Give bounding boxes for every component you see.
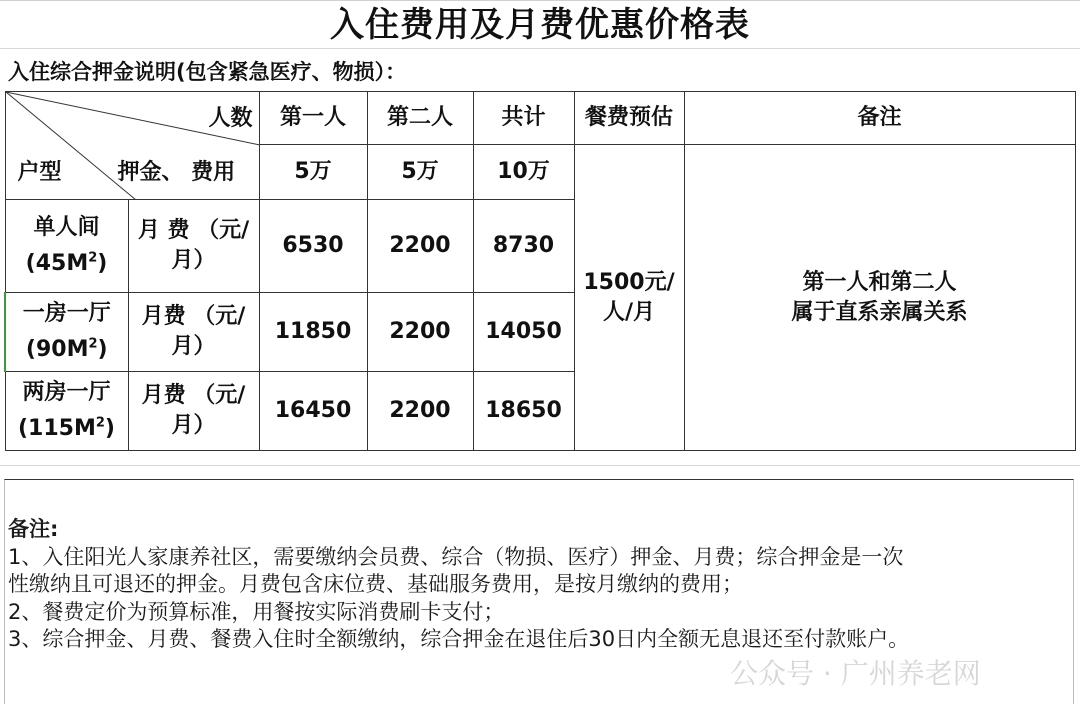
- header-first-person: 第一人: [259, 92, 367, 145]
- room-type-one-bedroom: [5, 293, 128, 372]
- room-area: $(45M^2)$: [25, 250, 108, 276]
- remark-line2: 属于直系亲属关系: [791, 299, 968, 325]
- diag-label-deposit-fee: 押金、 费用: [117, 160, 236, 185]
- diagonal-header-cell: [5, 92, 259, 200]
- page-title: 入住费用及月费优惠价格表: [330, 5, 750, 45]
- price-table: [4, 91, 1076, 451]
- fee-label-line1: 月费 （元/: [141, 304, 246, 329]
- notes-heading: 备注:: [8, 517, 59, 541]
- note-line: 性缴纳且可退还的押金。月费包含床位费、基础服务费用，是按月缴纳的费用；: [8, 572, 743, 596]
- fee-label-line1: 月 费 （元/: [137, 218, 250, 243]
- fee-second: 2200: [367, 372, 473, 451]
- section-divider: [0, 465, 1080, 466]
- fee-second: 2200: [367, 200, 473, 293]
- notes-section: [8, 516, 1072, 654]
- remark-line1: 第一人和第二人: [802, 269, 957, 295]
- meal-estimate-line2: 人/月: [602, 299, 656, 325]
- deposit-description: 入住综合押金说明(包含紧急医疗、物损）：: [8, 60, 407, 84]
- deposit-total: 10万: [473, 145, 574, 200]
- room-name: 单人间: [33, 215, 100, 241]
- monthly-fee-label: [128, 293, 259, 372]
- note-line: 1、入住阳光人家康养社区，需要缴纳会员费、综合（物损、医疗）押金、月费；综合押金是一次: [8, 544, 904, 569]
- watermark: 公众号 · 广州养老网: [730, 657, 981, 690]
- deposit-second: 5万: [367, 145, 473, 200]
- note-line: 2、餐费定价为预算标准，用餐按实际消费刷卡支付；: [8, 599, 505, 624]
- fee-label-line1: 月费 （元/: [141, 383, 246, 408]
- fee-label-line2: 月）: [171, 248, 216, 273]
- note-line: 3、综合押金、月费、餐费入住时全额缴纳，综合押金在退住后30日内全额无息退还至付款账户。: [8, 627, 910, 651]
- monthly-fee-label: [128, 200, 259, 293]
- fee-label-line2: 月）: [171, 334, 216, 359]
- room-name: 一房一厅: [22, 301, 111, 327]
- meal-estimate-line1: 1500元/: [583, 269, 675, 295]
- fee-first: 6530: [259, 200, 367, 293]
- room-type-single: [5, 200, 128, 293]
- fee-total: 18650: [473, 372, 574, 451]
- remark-cell: [684, 145, 1075, 451]
- header-meal-estimate: 餐费预估: [574, 92, 684, 145]
- fee-first: 16450: [259, 372, 367, 451]
- monthly-fee-label: [128, 372, 259, 451]
- room-name: 两房一厅: [22, 380, 111, 406]
- fee-total: 8730: [473, 200, 574, 293]
- top-border: [0, 0, 1080, 1]
- deposit-first: 5万: [259, 145, 367, 200]
- fee-label-line2: 月）: [171, 413, 216, 438]
- diag-label-room-type: 户型: [17, 160, 62, 185]
- meal-estimate-cell: [574, 145, 684, 451]
- fee-total: 14050: [473, 293, 574, 372]
- room-area: $(90M^2)$: [25, 336, 108, 362]
- diag-label-people: 人数: [208, 106, 253, 131]
- fee-first: 11850: [259, 293, 367, 372]
- header-total: 共计: [473, 92, 574, 145]
- header-remark: 备注: [684, 92, 1075, 145]
- title-divider: [0, 48, 1080, 49]
- fee-second: 2200: [367, 293, 473, 372]
- header-second-person: 第二人: [367, 92, 473, 145]
- room-area: $(115M^2)$: [18, 415, 115, 441]
- room-type-two-bedroom: [5, 372, 128, 451]
